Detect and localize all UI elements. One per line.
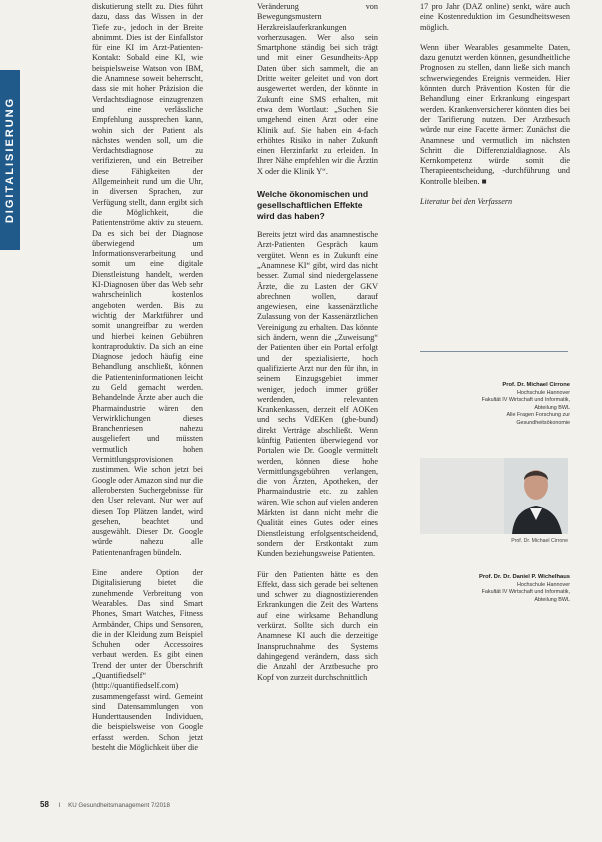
author-affiliation: Abteilung BWL [534,596,570,603]
author-name: Prof. Dr. Michael Cirrone [502,382,570,388]
author-block-1 [420,382,570,428]
article-column-3 [420,2,570,207]
author-affiliation: Abteilung BWL [534,404,570,411]
journal-name: KU Gesundheitsmanagement 7/2018 [68,802,170,809]
author-block-2 [420,574,570,604]
literature-note: Literatur bei den Verfassern [420,197,513,207]
paragraph: diskutierung stellt zu. Dies führt dazu, dass das Wissen in der Tiefe zu-, jedoch in der Breite abnimmt. Dies ist der Einfallstor für eine KI im Arzt-Patienten-Kontakt: Sobald eine KI, wie beispielsweise Watson von IBM, die Anamnese soweit beherrscht, dass sie mit hoher Präzision die Verdachtsdiagnose einzugrenzen und eine verlässliche Empfehlung aussprechen kann, wohin sich der Patient als nächstes wenden soll, um die Verdachtsdiagnose zu verifizieren, und ein Betreiber diese Fähigkeiten der Allgemeinheit rund um die Uhr, in diversen Sprachen, zur Verfügung stellt, dann ergibt sich die Möglichkeit, die Patientenströme aktiv zu steuern. Da es sich bei der Diagnose überwiegend um Informationsverarbeitung und somit um eine digitale Dienstleistung handelt, werden KI-Diagnosen über das Web sehr wahrscheinlich kostenlos angeboten werden. Bis zu wichtig der Marktführer und somit unangreifbar zu werden und hierbei keinen Gebühren kontraproduktiv. Da sich an eine Diagnose jedoch häufig eine Behandlung anschließt, können die Patienteninformationen leicht zu Geld gemacht werden. Behandelnde Ärzte aber auch die Pharmaindustrie wären den Verwirklichungen dieses Branchenriesen nahezu ausgeliefert und müssten vermutlich hohen Vermittlungsprovisionen zustimmen. Wie schon jetzt bei Google oder Amazon sind nur die allerobersten Suchergebnisse für den User relevant. Nur wer auf diesen Top Plätzen landet, wird gesehen, beachtet und ausgewählt. Dieser Dr. Google würde nahezu alle Patientenanfragen bündeln. [92,2,203,557]
author-photo [420,458,568,534]
section-heading: Welche ökonomischen und gesellschaftlichen Effekte wird das haben? [257,189,369,222]
divider [420,351,568,352]
paragraph: Eine andere Option der Digitalisierung bietet die zunehmende Verbreitung von Wearables. Das sind Smart Phones, Smart Watches, Fitness Armbänder, Chips und Sensoren, die in der Kleidung zum Beispiel Schuhen oder Accessoires verbaut werden. Es gibt einen Trend der unter der Überschrift „Quantifiedself“ (http://quantifiedself.com) zusammengefasst wird. Gemeint sind Datensammlungen von Hunderttausenden Individuen, die beispielsweise von Google erfasst werden. Schon jetzt besteht die Möglichkeit über die [92,568,203,753]
author-affiliation: Hochschule Hannover [516,581,570,588]
portrait-image [420,458,568,534]
author-affiliation: Hochschule Hannover [516,389,570,396]
paragraph: Wenn über Wearables gesammelte Daten, dazu genutzt werden können, gesundheitliche Prognosen zu stellen, dann ließe sich manch schwerwiegendes Ereignis vermeiden. Hier könnten durch Prävention Kosten für die Behandlung einer Erkrankung eingespart werden. Krankenversicherer könnten dies bei der Tarifierung nutzen. Der Arztbesuch würde nur eine Facette ärmer: Zunächst die Anamnese und vermutlich im nächsten Schritt die Differenzialdiagnose. Als Kernkompetenz würde somit die Therapieentscheidung, -durchführung und Kontrolle bleiben. ■ [420,42,570,186]
paragraph: 17 pro Jahr (DAZ online) senkt, wäre auch eine Kostenreduktion im Gesundheitswesen möglich. [420,2,570,32]
author-affiliation: Fakultät IV Wirtschaft und Informatik, [481,589,570,596]
footer-separator: I [58,802,61,809]
author-affiliation: Gesundheitsökonomie [516,419,570,426]
author-affiliation: Alle Fragen Forschung zur [506,412,570,419]
article-column-2 [257,2,378,683]
photo-caption: Prof. Dr. Michael Cirrone [511,538,568,544]
section-tab-label: DIGITALISIERUNG [4,96,16,224]
paragraph: Veränderung von Bewegungsmustern Herzkreislauferkrankungen vorherzusagen. Wer also sein Smartphone ständig bei sich trägt und mit einer Gesundheits-App Daten über sich sammelt, die an Dritte weiter geleitet und von dort ausgewertet werden, der könnte in Zukunft eine SMS erhalten, mit etwa dem Wortlaut: „Suchen Sie umgehend einen Arzt oder eine Klinik auf. Sie haben ein 4-fach erhöhtes Risiko in naher Zukunft einen Herzinfarkt zu erleiden. In Ihrer Nähe empfehlen wir die Ärztin X oder die Klinik Y“. [257,2,378,176]
section-tab [0,70,20,250]
paragraph: Bereits jetzt wird das anamnestische Arzt-Patienten Gespräch kaum vergütet. Wenn es in Zukunft eine „Anamnese KI“ gibt, wird das nicht besser. Zumal sind niedergelassene Ärzte, die zu Lasten der GKV abrechnen wollen, darauf angewiesen, eine kassenärztliche Zulassung von der Kassenärztlichen Vereinigung zu erhalten. Das könnte sich ändern, wenn die „Zuweisung“ der Patienten über ein Portal erfolgt und der spezialisierte, hoch qualifizierte Arzt nur den für ihn, in seinem Einzugsgebiet immer weniger, jedoch immer größer werdenden, relevanten Krankenkassen, derzeit elf AOKen und sechs VdEKen (gbe-bund) direkt Verträge abschließt. Wenn künftig Patienten überwiegend vor Portalen wie Dr. Google vermittelt werden, können diese hohe Vermittlungsgebühren verlangen, die von Ärzten, Apotheken, der Pharmaindustrie etc. zu zahlen wären. Wie schon auf vielen anderen Märkten ist dann nicht mehr die Qualität eines Gutes oder eines Dienstleistung erfolgsentscheidend, sondern der Erstkontakt zum Kunden beziehungsweise Patienten. [257,230,378,559]
author-name: Prof. Dr. Dr. Daniel P. Wichelhaus [478,574,570,580]
article-column-1 [92,2,203,753]
page-number: 58 [40,800,49,809]
author-affiliation: Fakultät IV Wirtschaft und Informatik, [481,397,570,404]
page-footer [40,800,170,809]
paragraph: Für den Patienten hätte es den Effekt, dass sich gerade bei seltenen und schwer zu diagnostizierenden Erkrankungen die Zeit des Wartens auf eine wirksame Behandlung verkürzt. Sollte sich durch ein Anamnese KI auch die derzeitige Inanspruchnahme des Systems dahingegend verändern, dass sich die Anzahl der Arztbesuche pro Kopf von zurzeit durchschnittlich [257,569,378,682]
